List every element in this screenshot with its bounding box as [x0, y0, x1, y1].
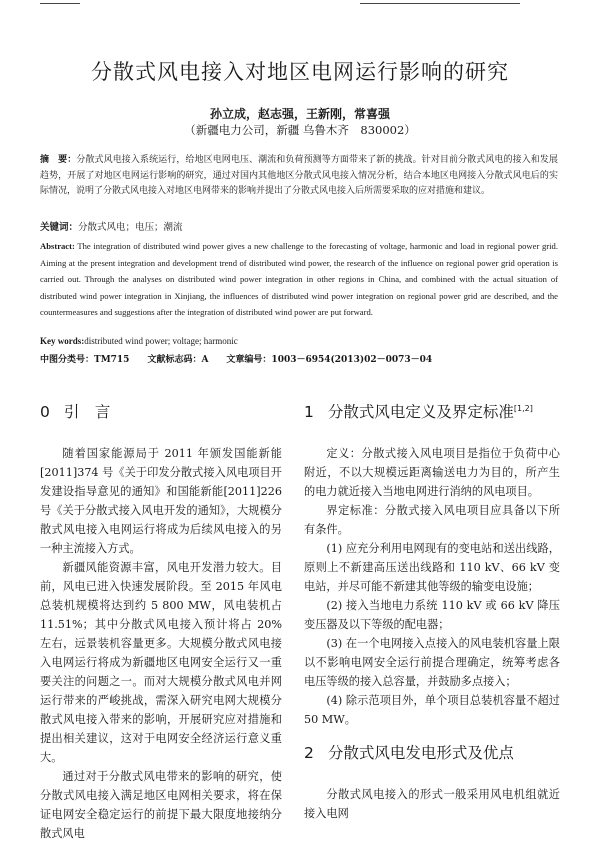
section-1-number: 1 — [304, 403, 314, 421]
paragraph: (1) 应充分利用电网现有的变电站和送出线路，原则上不新建高压送出线路和 110 kV、66 kV 变电站，并尽可能不新建其他等级的输变电设施； — [304, 542, 560, 593]
top-rule-right — [360, 3, 520, 4]
section-1-title: 分散式风电定义及界定标准 — [327, 403, 514, 421]
top-rule-left — [40, 3, 80, 4]
keywords-en-text: distributed wind power; voltage; harmonic — [84, 336, 238, 346]
paragraph: (3) 在一个电网接入点接入的风电装机容量上限以不影响电网安全运行前提合理确定，统筹考虑各电压等级的接入总容量，并鼓励多点接入； — [304, 637, 560, 688]
left-column — [40, 400, 282, 843]
paragraph: (2) 接入当地电力系统 110 kV 或 66 kV 降压变压器及以下等级的配电器； — [304, 599, 560, 631]
abstract-en — [40, 238, 558, 321]
paragraph: 新疆风能资源丰富，风电开发潜力较大。目前，风电已进入快速发展阶段。至 2015 年风电总装机规模将达到约 5 800 MW，风电装机占 11.51%；其中分散式风电接入预计将占 20% 左右，远景装机容量更多。大规模分散式风电接入电网运行将成为新疆地区电网安全运行又一重要关注的问题之一。而对大规模分散式风电并网运行带来的严峻挑战，需深入研究电网大规模分散式风电接入带来的影响，开展研究应对措施和提出相关建议，这对于电网安全经济运行意义重大。 — [40, 561, 282, 764]
authors: 孙立成，赵志强，王新刚，常喜强 — [209, 107, 390, 121]
keywords-en-label: Key words: — [40, 336, 85, 346]
paper-title: 分散式风电接入对地区电网运行影响的研究 — [91, 60, 509, 84]
section-2-title: 分散式风电发电形式及优点 — [327, 744, 514, 762]
keywords-en — [40, 336, 558, 346]
abstract-cn-label: 摘 要： — [40, 155, 77, 165]
paragraph: 界定标准：分散式接入风电项目应具备以下所有条件。 — [304, 504, 560, 536]
abstract-cn-text: 分散式风电接入系统运行，给地区电网电压、潮流和负荷预测等方面带来了新的挑战。针对目前分散式风电的接入和发展趋势，开展了对地区电网运行影响的研究，通过对国内其他地区分散式风电接入情况分析，结合本地区电网接入分散式风电后的实际情况，说明了分散式风电接入对地区电网带来的影响并提出了分散式风电接入后所需要采取的应对措施和建议。 — [40, 155, 558, 196]
section-1-reference: [1,2] — [513, 403, 533, 413]
classification-line: 中图分类号：TM715 文献标志码：A 文章编号：1003－6954(2013)02－0073－04 — [40, 355, 433, 365]
section-heading-0 — [40, 400, 282, 422]
paragraph: (4) 除示范项目外，单个项目总装机容量不超过 50 MW。 — [304, 694, 560, 726]
section-0-number: 0 — [40, 403, 50, 421]
keywords-cn-label: 关键词： — [40, 222, 79, 233]
section-0-title: 引 言 — [63, 403, 111, 421]
keywords-cn-text: 分散式风电；电压；潮流 — [78, 222, 183, 233]
abstract-en-text: The integration of distributed wind power gives a new challenge to the forecasting of voltage, harmonic and load in regional power grid. Aiming at the present integration and development trend of distributed wind power, the research of the influence on regional power grid operation is carried out. Through the analyses on distributed wind power integration in other regions in China, and combined with the actual situation of distributed wind power integration in Xinjiang, the influences of distributed wind power integration on regional power grid are described, and the countermeasures and suggestions after the integration of distributed wind power are put forward. — [40, 241, 558, 317]
section-heading-2 — [304, 741, 560, 763]
section-heading-1 — [304, 400, 560, 422]
paragraph: 定义：分散式接入风电项目是指位于负荷中心附近，不以大规模远距离输送电力为目的，所产生的电力就近接入当地电网进行消纳的风电项目。 — [304, 447, 560, 498]
keywords-cn — [40, 219, 558, 233]
abstract-en-label: Abstract: — [40, 241, 75, 251]
affiliation: （新疆电力公司，新疆 乌鲁木齐 830002） — [184, 123, 416, 137]
abstract-cn — [40, 153, 558, 200]
paragraph: 分散式风电接入的形式一般采用风电机组就近接入电网 — [304, 788, 560, 820]
section-2-number: 2 — [304, 744, 314, 762]
paragraph: 随着国家能源局于 2011 年颁发国能新能[2011]374 号《关于印发分散式接入风电项目开发建设指导意见的通知》和国能新能[2011]226 号《关于分散式接入风电开发的通知》，大规模分散式风电接入电网运行将成为后续风电接入的另一种主流接入方式。 — [40, 447, 282, 555]
paragraph: 通过对于分散式风电带来的影响的研究，使分散式风电接入满足地区电网相关要求，将在保证电网安全稳定运行的前提下最大限度地接纳分散式风电 — [40, 770, 282, 840]
right-column — [304, 400, 560, 823]
